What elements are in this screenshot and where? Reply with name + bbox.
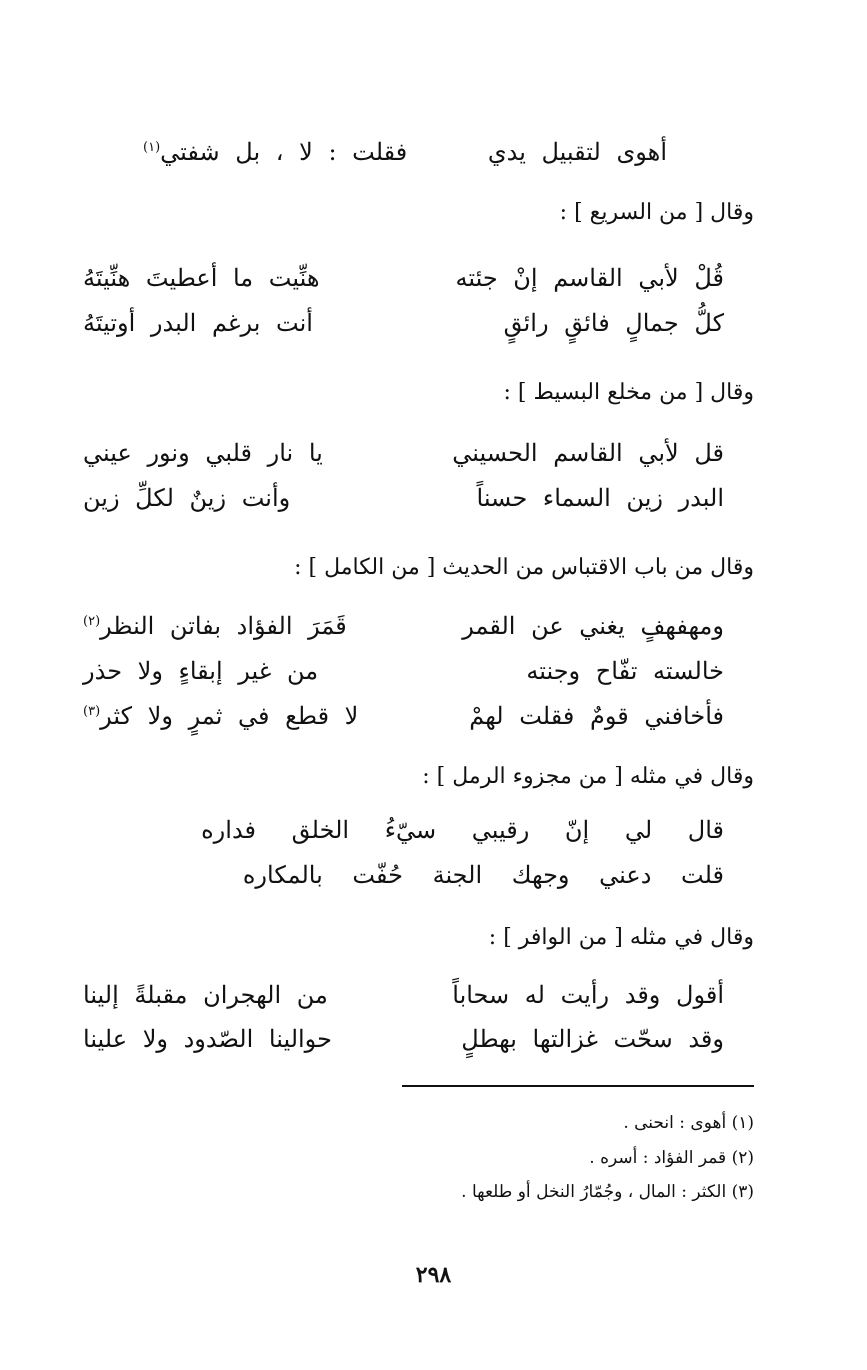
- footnote: (٣) الكثر : المال ، وجُمّارُ النخل أو طلعها .: [461, 1182, 754, 1202]
- section-heading: وقال [ من السريع ] :: [559, 200, 754, 225]
- verse-line: قال لي إنّ رقيبي سيّءُ الخلق فداره: [201, 816, 724, 844]
- verse-text: فقلت : لا ، بل شفتي: [160, 138, 408, 166]
- verse-first-hemistich: البدر زين السماء حسناً: [476, 484, 724, 512]
- footnote-divider: [402, 1085, 754, 1087]
- page-number: ٢٩٨: [415, 1262, 452, 1288]
- section-heading: وقال من باب الاقتباس من الحديث [ من الكامل ] :: [294, 555, 754, 580]
- verse-second-hemistich: [83, 702, 358, 730]
- verse-second-hemistich: حوالينا الصّدود ولا علينا: [83, 1025, 332, 1053]
- section-heading: وقال في مثله [ من الوافر ] :: [488, 925, 754, 950]
- verse-line: قلت دعني وجهك الجنة حُفّت بالمكاره: [242, 861, 724, 889]
- verse-text: لا قطع في ثمرٍ ولا كثر: [100, 702, 359, 730]
- footnote: (١) أهوى : انحنى .: [623, 1113, 754, 1133]
- verse-second-hemistich: وأنت زينٌ لكلِّ زين: [83, 484, 291, 512]
- section-heading: وقال في مثله [ من مجزوء الرمل ] :: [422, 764, 754, 789]
- verse-second-hemistich: من الهجران مقبلةً إلينا: [83, 981, 328, 1009]
- verse-text: قَمَرَ الفؤاد بفاتن النظر: [100, 612, 347, 640]
- footnote-reference: (٢): [83, 614, 101, 629]
- verse-first-hemistich: خالسته تفّاح وجنته: [526, 657, 724, 685]
- verse-second-hemistich: [143, 138, 407, 166]
- verse-first-hemistich: قل لأبي القاسم الحسيني: [452, 439, 724, 467]
- section-heading: وقال [ من مخلع البسيط ] :: [503, 380, 754, 405]
- verse-first-hemistich: أهوى لتقبيل يدي: [487, 138, 667, 166]
- verse-first-hemistich: أقول وقد رأيت له سحاباً: [452, 981, 724, 1009]
- footnote-reference: (١): [143, 140, 161, 155]
- verse-first-hemistich: فأخافني قومٌ فقلت لهمْ: [469, 702, 724, 730]
- verse-first-hemistich: وقد سحّت غزالتها بهطلٍ: [461, 1025, 724, 1053]
- verse-second-hemistich: من غير إبقاءٍ ولا حذر: [83, 657, 319, 685]
- footnote: (٢) قمر الفؤاد : أسره .: [589, 1148, 754, 1168]
- verse-first-hemistich: كلُّ جمالٍ فائقٍ رائقٍ: [503, 309, 724, 337]
- verse-second-hemistich: [83, 612, 347, 640]
- verse-second-hemistich: هنِّيت ما أعطيتَ هنِّيتَهُ: [83, 264, 320, 292]
- verse-second-hemistich: يا نار قلبي ونور عيني: [83, 439, 323, 467]
- verse-second-hemistich: أنت برغم البدر أوتيتَهُ: [83, 309, 313, 337]
- verse-first-hemistich: قُلْ لأبي القاسم إنْ جئته: [455, 264, 724, 292]
- verse-first-hemistich: ومهفهفٍ يغني عن القمر: [462, 612, 724, 640]
- footnote-reference: (٣): [83, 704, 101, 719]
